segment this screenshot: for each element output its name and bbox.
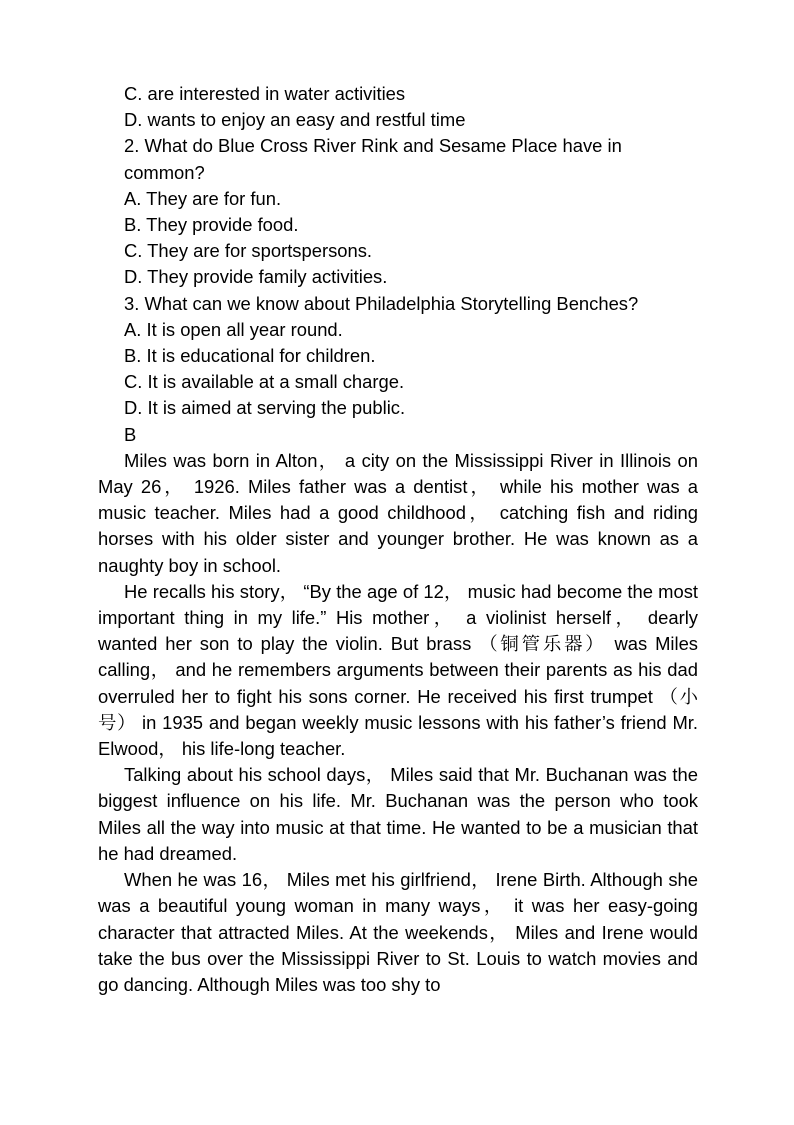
q1-option-d: D. wants to enjoy an easy and restful time <box>124 109 466 131</box>
q2-option-a: A. They are for fun. <box>124 187 282 209</box>
passage-paragraph-4: When he was 16， Miles met his girlfriend， Irene Birth. Although she was a beautiful young woman in many ways， it was her easy-going character that attracted Miles. At the weekends， Miles and Irene would take the bus over the Mississippi River to St. Louis to watch movies and go dancing. Although Miles was too shy to <box>98 869 698 995</box>
q3-option-d: D. It is aimed at serving the public. <box>124 397 406 419</box>
q2-option-c: C. They are for sportspersons. <box>124 240 373 262</box>
passage-paragraph-3: Talking about his school days， Miles said that Mr. Buchanan was the biggest influence on his life. Mr. Buchanan was the person who took Miles all the way into music at that time. He wanted to be a musician that he had dreamed. <box>98 764 698 864</box>
passage-paragraph-1: Miles was born in Alton， a city on the Mississippi River in Illinois on May 26， 1926. Miles father was a dentist， while his mother was a music teacher. Miles had a good childhood， catching fish and riding horses with his older sister and younger brother. He was known as a naughty boy in school. <box>98 449 698 576</box>
document-page <box>98 81 698 998</box>
q3-stem: 3. What can we know about Philadelphia Storytelling Benches? <box>124 292 639 314</box>
passage-paragraph-2: He recalls his story， “By the age of 12， music had become the most important thing in my life.” His mother， a violinist herself， dearly wanted her son to play the violin. But brass （铜管乐器） was Miles calling， and he remembers arguments between their parents as his dad overruled her to fight his sons corner. He received his first trumpet （小号） in 1935 and began weekly music lessons with his father’s friend Mr. Elwood， his life-long teacher. <box>98 580 698 760</box>
q3-option-a: A. It is open all year round. <box>124 318 343 340</box>
q3-option-c: C. It is available at a small charge. <box>124 371 405 393</box>
section-b-heading: B <box>124 423 137 445</box>
q2-option-d: D. They provide family activities. <box>124 266 388 288</box>
q2-option-b: B. They provide food. <box>124 214 299 236</box>
q2-stem: 2. What do Blue Cross River Rink and Sesame Place have in common? <box>124 135 622 183</box>
q1-option-c: C. are interested in water activities <box>124 83 406 104</box>
q3-option-b: B. It is educational for children. <box>124 345 376 367</box>
